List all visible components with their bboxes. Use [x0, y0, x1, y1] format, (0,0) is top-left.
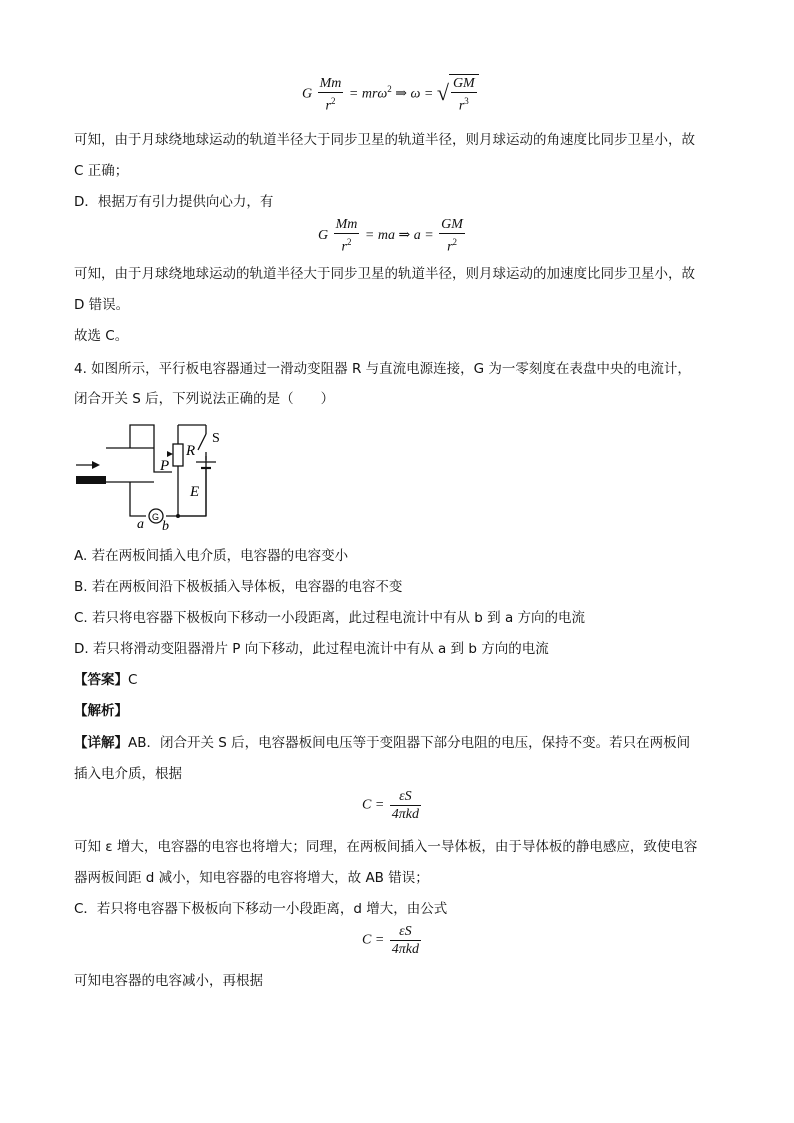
- option-a: A. 若在两板间插入电介质，电容器的电容变小: [74, 548, 349, 564]
- wire: [166, 456, 206, 516]
- label-G: G: [152, 512, 160, 522]
- label-P: P: [160, 458, 170, 474]
- label-b: b: [162, 519, 169, 532]
- fraction-numerator: Mm: [335, 217, 358, 232]
- label-S: S: [212, 431, 220, 446]
- formula-middle: = ma ⇒ a =: [364, 228, 434, 244]
- paragraph-line: 可知，由于月球绕地球运动的轨道半径大于同步卫星的轨道半径，则月球运动的加速度比同步卫星小，故: [74, 266, 695, 282]
- label-a: a: [137, 517, 144, 532]
- label-R: R: [186, 443, 196, 459]
- paragraph-line: 故选 C。: [74, 328, 129, 344]
- formula-capacitance: [362, 923, 423, 958]
- answer-line: [74, 671, 137, 689]
- detail-line: 【详解】AB．闭合开关 S 后，电容器板间电压等于变阻器下部分电阻的电压，保持不变。若只在两板间: [74, 735, 691, 751]
- formula-rhs: = mrω: [348, 86, 388, 102]
- rheostat-body: [173, 444, 183, 466]
- answer-tag: 【答案】: [74, 672, 128, 688]
- fraction-denominator: 4πkd: [391, 942, 420, 957]
- paragraph-line: C 正确；: [74, 163, 129, 179]
- detail-line: 可知电容器的电容减小，再根据: [74, 973, 263, 989]
- formula-symbol: G: [318, 228, 329, 244]
- formula-lhs: C =: [362, 797, 385, 813]
- square-root: √ $\frac{GM}{r^3}$: [437, 74, 479, 115]
- option-c: C. 若只将电容器下极板向下移动一小段距离，此过程电流计中有从 b 到 a 方向的电流: [74, 610, 586, 626]
- detail-tag: 【详解】: [74, 735, 128, 751]
- label-E: E: [190, 484, 200, 500]
- wire: [130, 482, 146, 516]
- formula-capacitance: [362, 788, 423, 823]
- option-b: B. 若在两板间沿下极板插入导体板，电容器的电容不变: [74, 579, 403, 595]
- question-stem: 4. 如图所示，平行板电容器通过一滑动变阻器 R 与直流电源连接，G 为一零刻度在表盘中央的电流计，: [74, 361, 691, 377]
- arrow-head: [92, 461, 100, 469]
- fraction-numerator: εS: [390, 788, 421, 806]
- insert-plate: [76, 476, 106, 484]
- fraction-denominator: 4πkd: [391, 807, 420, 822]
- paragraph-line: D 错误。: [74, 297, 130, 313]
- detail-line: 插入电介质，根据: [74, 766, 182, 782]
- formula-angular-velocity: [302, 74, 479, 115]
- fraction-denominator: $r^2$: [325, 95, 336, 114]
- slider-arrow: [167, 451, 173, 457]
- paragraph-line: D．根据万有引力提供向心力，有: [74, 194, 274, 210]
- formula-lhs: C =: [362, 932, 385, 948]
- fraction: $\frac{Mm}{r^2}$: [335, 217, 358, 255]
- fraction: $\frac{GM}{r^2}$: [441, 217, 463, 255]
- formula-symbol: G: [302, 86, 313, 102]
- fraction-numerator: GM: [441, 217, 463, 232]
- detail-line: 可知 ε 增大，电容器的电容也将增大；同理，在两板间插入一导体板，由于导体板的静电感应，致使电容: [74, 839, 698, 855]
- fraction-numerator: Mm: [319, 75, 342, 91]
- answer-value: C: [128, 672, 138, 688]
- circuit-diagram: [74, 420, 234, 532]
- question-stem: 闭合开关 S 后，下列说法正确的是（ ）: [74, 391, 335, 407]
- fraction-numerator: εS: [390, 923, 421, 941]
- fraction: [318, 75, 344, 115]
- formula-acceleration: [318, 216, 467, 256]
- formula-implies: ⇒ ω =: [391, 86, 437, 102]
- switch-blade: [198, 434, 206, 450]
- analysis-tag: 【解析】: [74, 703, 128, 719]
- formula-exponent: 2: [387, 83, 392, 94]
- paragraph-line: 可知，由于月球绕地球运动的轨道半径大于同步卫星的轨道半径，则月球运动的角速度比同步卫星小，故: [74, 132, 695, 148]
- fraction-numerator: GM: [452, 76, 475, 91]
- detail-line: C．若只将电容器下极板向下移动一小段距离，d 增大，由公式: [74, 901, 448, 917]
- junction-dot: [176, 514, 180, 518]
- option-d: D. 若只将滑动变阻器滑片 P 向下移动，此过程电流计中有从 a 到 b 方向的电流: [74, 641, 549, 657]
- detail-line: 器两板间距 d 减小，知电容器的电容将增大，故 AB 错误；: [74, 870, 429, 886]
